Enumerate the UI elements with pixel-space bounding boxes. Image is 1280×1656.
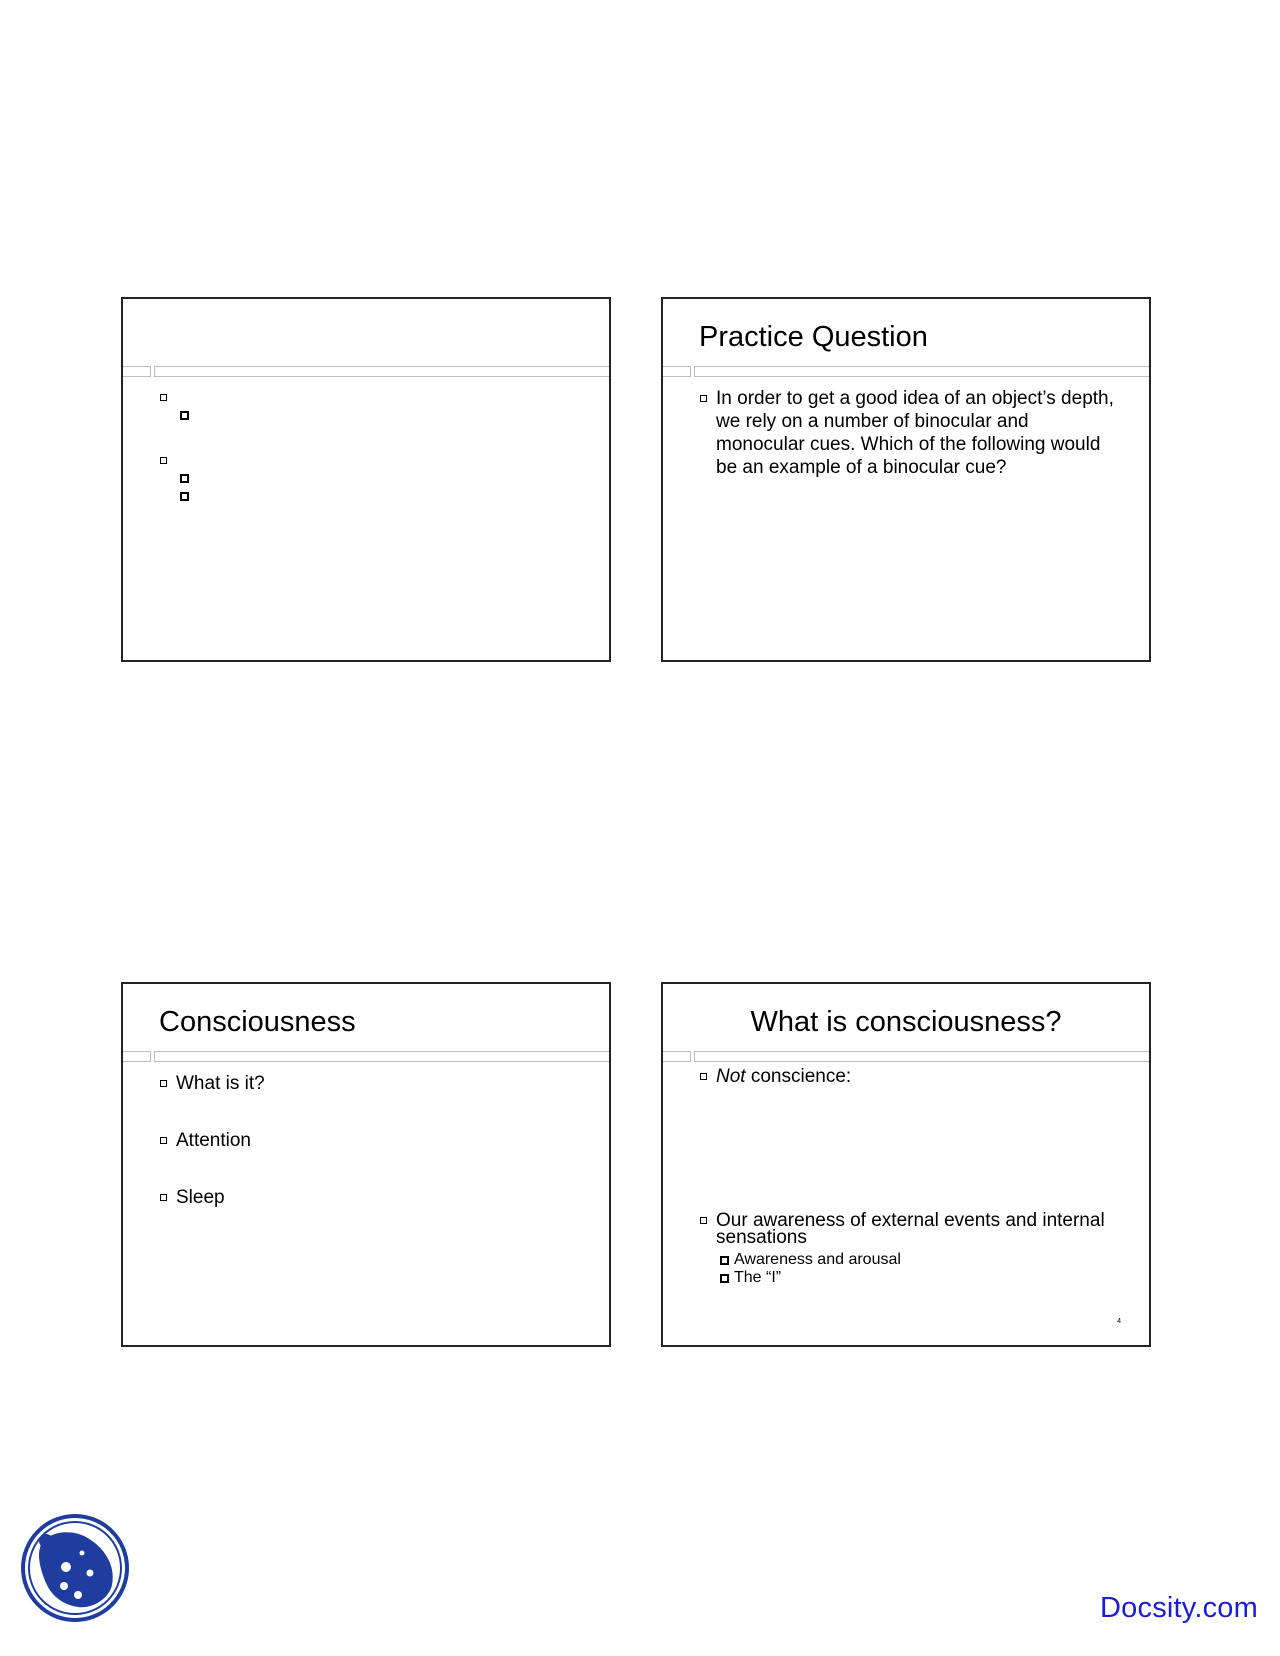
slide-3-rule-left: [123, 1051, 151, 1062]
slide-2-bullet-text: In order to get a good idea of an object’s depth, we rely on a number of binocular and monocular cues. Which of the following would be an example of a binocular cue?: [716, 388, 1114, 478]
slide-2-title: Practice Question: [699, 321, 928, 353]
square-sub-bullet-icon: [180, 474, 189, 483]
slide-2-rule-left: [663, 366, 691, 377]
slide-3-bullet-text: What is it?: [176, 1073, 265, 1094]
slide-4-bullet-1-emphasis: Not: [716, 1066, 746, 1087]
slide-4-bullet-2-text: Our awareness of external events and internal sensations: [716, 1210, 1105, 1248]
slide-2: [661, 297, 1151, 662]
slide-4-bullet: [700, 1212, 1120, 1246]
slide-3-rule-right: [154, 1051, 609, 1062]
square-bullet-icon: [700, 1073, 707, 1080]
square-sub-bullet-icon: [720, 1274, 729, 1283]
slide-3: [121, 982, 611, 1347]
slide-2-bullet: [700, 387, 1120, 479]
square-bullet-icon: [160, 1137, 167, 1144]
slide-4-title: What is consciousness?: [750, 1006, 1062, 1038]
slide-4-bullet-1-rest: conscience:: [745, 1066, 852, 1087]
square-bullet-icon: [160, 457, 167, 464]
docsity-brand-text: Docsity.com: [1100, 1592, 1258, 1624]
slide-4-sub-bullet-text: The “I”: [734, 1269, 782, 1286]
slide-2-rule-right: [694, 366, 1149, 377]
slide-3-bullet: [160, 1072, 265, 1095]
slide-4-rule-right: [694, 1051, 1149, 1062]
slide-4-sub-bullet: [720, 1269, 781, 1287]
slide-3-bullet: [160, 1129, 251, 1152]
slide-4-bullet-1-text: [716, 1065, 851, 1088]
square-bullet-icon: [160, 1080, 167, 1087]
slide-4-sub-bullet-text: Awareness and arousal: [734, 1251, 901, 1268]
slide-3-title: Consciousness: [159, 1006, 356, 1038]
square-sub-bullet-icon: [180, 411, 189, 420]
slide-3-bullet: [160, 1186, 225, 1209]
square-bullet-icon: [700, 1217, 707, 1224]
slide-4-bullet: [700, 1065, 851, 1088]
square-bullet-icon: [160, 394, 167, 401]
slide-4-sub-bullet: [720, 1251, 901, 1269]
slide-3-bullet-text: Sleep: [176, 1187, 225, 1208]
slide-4: [661, 982, 1151, 1347]
square-bullet-icon: [700, 395, 707, 402]
slide-number: 4: [1117, 1318, 1121, 1325]
slide-1-rule-right: [154, 366, 609, 377]
slide-1: [121, 297, 611, 662]
square-sub-bullet-icon: [180, 492, 189, 501]
slide-4-rule-left: [663, 1051, 691, 1062]
square-bullet-icon: [160, 1194, 167, 1201]
slide-3-bullet-text: Attention: [176, 1130, 251, 1151]
slide-1-rule-left: [123, 366, 151, 377]
docsity-ladybug-logo-icon: [20, 1513, 130, 1623]
square-sub-bullet-icon: [720, 1256, 729, 1265]
